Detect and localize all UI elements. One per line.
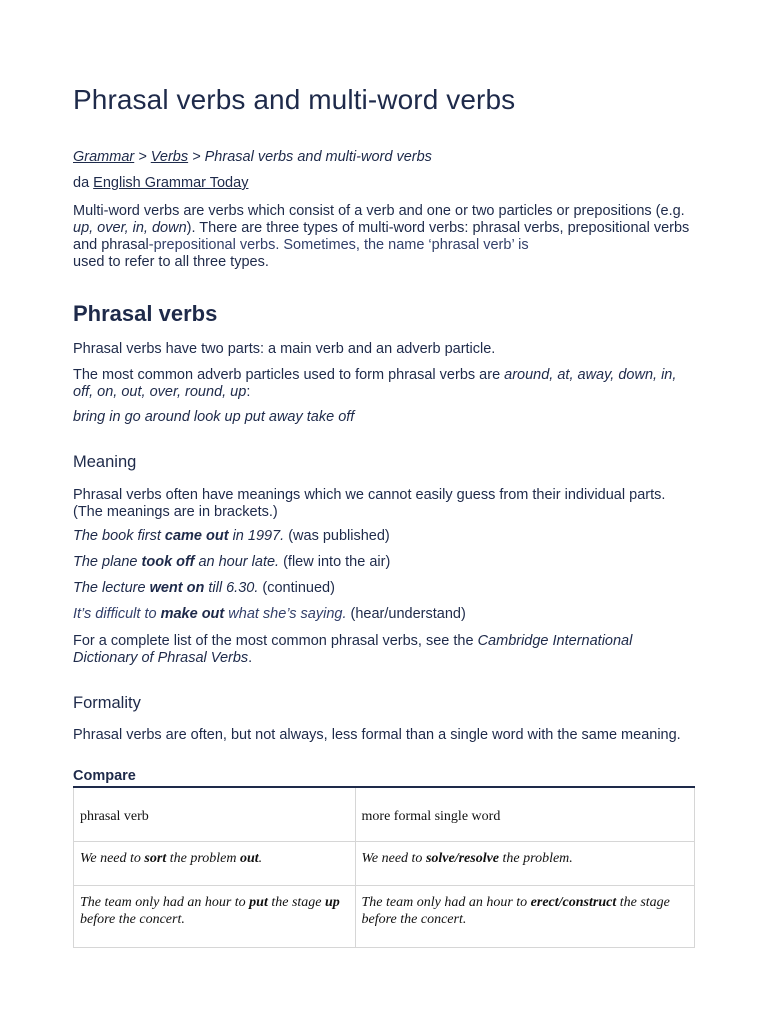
particles-text: The most common adverb particles used to form phrasal verbs are <box>73 367 505 383</box>
source-prefix: da <box>73 175 94 191</box>
example-text: The lecture <box>73 580 150 596</box>
breadcrumb-verbs-link[interactable]: Verbs <box>150 149 189 165</box>
cell-text: before the concert. <box>80 911 185 927</box>
table-cell <box>74 885 356 947</box>
intro-text: Multi-word verbs are verbs which consist of a verb and one or two particles or prepositions (e.g. <box>73 203 685 219</box>
cell-verb: erect/construct <box>530 894 617 910</box>
particles-text: : <box>246 384 251 400</box>
compare-table <box>73 786 695 948</box>
formality-paragraph: Phrasal verbs are often, but not always, less formal than a single word with the same meaning. <box>73 727 681 743</box>
example-text: till 6.30. <box>204 580 259 596</box>
table-row <box>74 841 695 885</box>
cell-verb: put <box>249 894 268 910</box>
example-meaning: (hear/understand) <box>346 606 466 622</box>
phrasal-examples: bring in go around look up put away take off <box>73 409 355 425</box>
example-sentence <box>73 528 698 545</box>
example-text: an hour late. <box>194 554 280 570</box>
phrasal-paragraph: Phrasal verbs have two parts: a main verb and an adverb particle. <box>73 341 496 357</box>
intro-particles: up, over, in, down <box>73 220 187 236</box>
example-meaning: (was published) <box>284 528 390 544</box>
intro-text: ). There are three types of multi-word verbs: phrasal verbs, prepositional verbs and phrasal <box>73 220 690 253</box>
cell-text: We need to <box>361 850 426 866</box>
cell-text: The team only had an hour to <box>80 894 250 910</box>
page-title: Phrasal verbs and multi-word verbs <box>73 84 516 115</box>
example-text: It’s difficult to <box>73 606 161 622</box>
reference-text: . <box>248 650 253 666</box>
example-verb: went on <box>149 580 205 596</box>
reference-text: For a complete list of the most common phrasal verbs, see the <box>73 633 478 649</box>
example-sentence <box>73 554 698 571</box>
example-text: The plane <box>73 554 142 570</box>
table-row <box>74 885 695 947</box>
particles-paragraph <box>73 367 698 401</box>
cell-text: the stage <box>267 894 325 910</box>
table-header-cell: more formal single word <box>355 787 694 841</box>
section-heading-phrasal-verbs: Phrasal verbs <box>73 301 218 326</box>
section-heading-formality: Formality <box>73 694 141 712</box>
table-header-row <box>74 787 695 841</box>
cell-text: the problem <box>166 850 240 866</box>
example-verb: came out <box>164 528 229 544</box>
compare-label: Compare <box>73 768 136 784</box>
cell-text: the problem. <box>499 850 573 866</box>
example-text: what she’s saying. <box>224 606 347 622</box>
table-cell <box>355 885 694 947</box>
example-verb: make out <box>160 606 225 622</box>
intro-text: -prepositional verbs. Sometimes, the name ‘phrasal verb’ is <box>148 237 529 253</box>
table-header-cell: phrasal verb <box>74 787 356 841</box>
example-verb: took off <box>141 554 195 570</box>
table-cell <box>74 841 356 885</box>
meaning-paragraph: Phrasal verbs often have meanings which we cannot easily guess from their individual parts. (The meanings are in brackets.) <box>73 487 666 520</box>
cell-particle: out <box>239 850 259 866</box>
source-link[interactable]: English Grammar Today <box>93 175 249 191</box>
breadcrumb <box>73 149 698 166</box>
example-sentence <box>73 580 698 597</box>
example-text: in 1997. <box>228 528 285 544</box>
cell-text: the stage before the concert. <box>361 894 670 927</box>
cell-particle: up <box>325 894 340 910</box>
example-meaning: (flew into the air) <box>279 554 391 570</box>
cell-text: The team only had an hour to <box>361 894 531 910</box>
particles-list: around, at, away, down, in, off, on, out, over, round, up <box>73 367 677 400</box>
breadcrumb-current: Phrasal verbs and multi-word verbs <box>204 149 432 165</box>
example-meaning: (continued) <box>258 580 335 596</box>
reference-title: Cambridge International Dictionary of Phrasal Verbs <box>73 633 633 666</box>
cell-verb: solve/resolve <box>425 850 500 866</box>
reference-paragraph <box>73 633 698 667</box>
source-line <box>73 175 698 192</box>
table-cell <box>355 841 694 885</box>
cell-text: . <box>258 850 263 866</box>
example-text: The book first <box>73 528 165 544</box>
intro-text: used to refer to all three types. <box>73 254 269 270</box>
breadcrumb-separator: > <box>134 149 151 165</box>
cell-verb: sort <box>144 850 167 866</box>
breadcrumb-separator: > <box>188 149 205 165</box>
example-sentence <box>73 606 698 623</box>
cell-text: We need to <box>80 850 145 866</box>
intro-paragraph <box>73 203 698 271</box>
section-heading-meaning: Meaning <box>73 453 137 471</box>
breadcrumb-grammar-link[interactable]: Grammar <box>73 149 135 165</box>
